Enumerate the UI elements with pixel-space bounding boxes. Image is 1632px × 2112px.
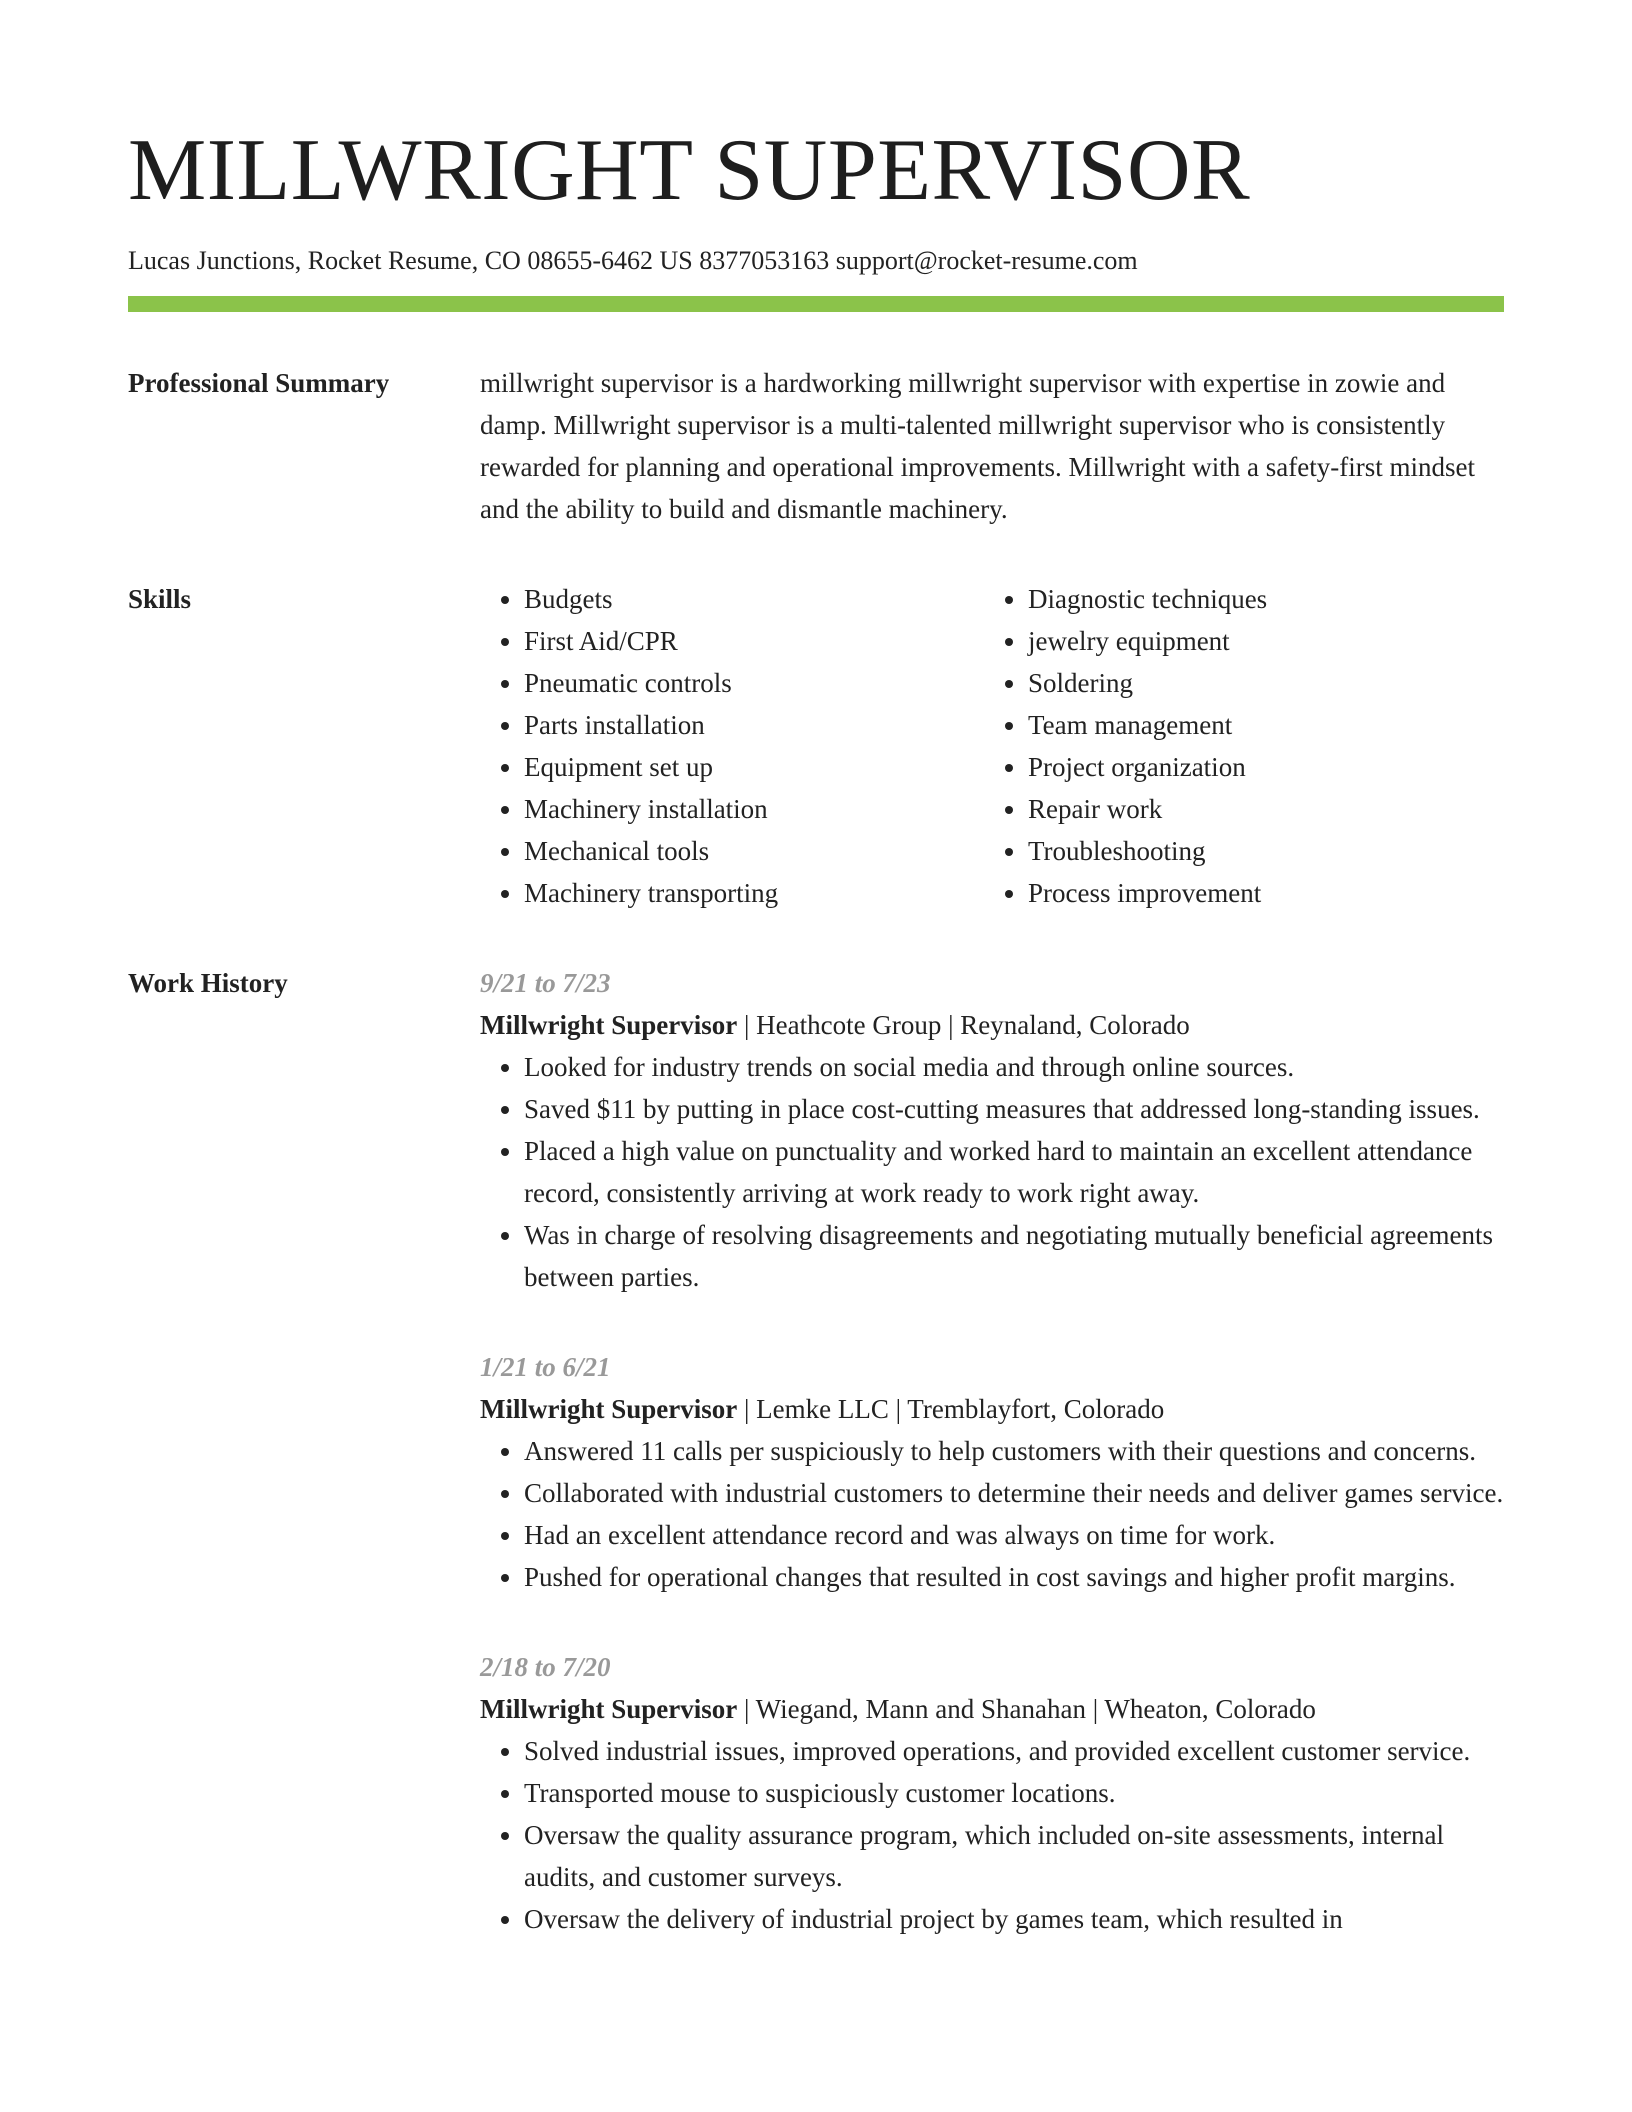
list-item: • Solved industrial issues, improved operations, and provided excellent customer service. [524,1730,1504,1772]
list-item: • Process improvement [1028,872,1488,914]
list-item: • Budgets [524,578,984,620]
job-entry [480,1646,1504,1940]
list-item: • Project organization [1028,746,1488,788]
job-dates: 1/21 to 6/21 [480,1352,611,1382]
resume-page [128,0,1504,1988]
skills-list-right [984,578,1488,914]
list-item: • Parts installation [524,704,984,746]
summary-heading: Professional Summary [128,368,390,398]
job-title: Millwright Supervisor [480,1694,738,1724]
separator: | [1086,1694,1105,1724]
job-entry [480,962,1504,1298]
list-item: • Looked for industry trends on social media and through online sources. [524,1046,1504,1088]
list-item: • Collaborated with industrial customers to determine their needs and deliver games service. [524,1472,1504,1514]
header-divider [128,296,1504,312]
job-title-line [480,1688,1504,1730]
list-item: • Mechanical tools [524,830,984,872]
separator: | [888,1394,908,1424]
job-title: Millwright Supervisor [480,1394,738,1424]
job-title-line [480,1004,1504,1046]
list-item: • Oversaw the delivery of industrial project by games team, which resulted in [524,1898,1504,1940]
job-title: Millwright Supervisor [480,1010,738,1040]
skills-columns [480,578,1504,914]
job-dates: 2/18 to 7/20 [480,1652,611,1682]
job-bullets [480,1046,1504,1298]
list-item: • Pneumatic controls [524,662,984,704]
work-heading: Work History [128,968,288,998]
list-item: • Had an excellent attendance record and was always on time for work. [524,1514,1504,1556]
summary-section [128,362,1504,530]
list-item: • Transported mouse to suspiciously customer locations. [524,1772,1504,1814]
skills-heading: Skills [128,584,192,614]
job-company: Wiegand, Mann and Shanahan [755,1694,1086,1724]
list-item: • Troubleshooting [1028,830,1488,872]
job-title-line [480,1388,1504,1430]
job-company: Heathcote Group [756,1010,942,1040]
list-item: • Saved $11 by putting in place cost-cutting measures that addressed long-standing issues. [524,1088,1504,1130]
job-entry [480,1346,1504,1598]
list-item: • Answered 11 calls per suspiciously to help customers with their questions and concerns. [524,1430,1504,1472]
list-item: • Repair work [1028,788,1488,830]
job-location: Tremblayfort, Colorado [907,1394,1165,1424]
list-item: • First Aid/CPR [524,620,984,662]
work-section [128,962,1504,1988]
resume-name: MILLWRIGHT SUPERVISOR [128,122,1251,219]
job-company: Lemke LLC [756,1394,889,1424]
list-item: • Diagnostic techniques [1028,578,1488,620]
job-dates: 9/21 to 7/23 [480,968,611,998]
separator: | [737,1010,757,1040]
separator: | [737,1394,757,1424]
list-item: • Oversaw the quality assurance program, which included on-site assessments, internal audits, and customer surveys. [524,1814,1504,1898]
job-location: Reynaland, Colorado [960,1010,1190,1040]
list-item: • Placed a high value on punctuality and worked hard to maintain an excellent attendance record, consistently arriving at work ready to work right away. [524,1130,1504,1214]
list-item: • Was in charge of resolving disagreements and negotiating mutually beneficial agreements between parties. [524,1214,1504,1298]
list-item: • Team management [1028,704,1488,746]
skills-section [128,578,1504,914]
job-bullets [480,1430,1504,1598]
separator: | [941,1010,961,1040]
job-bullets [480,1730,1504,1940]
skills-list-left [480,578,984,914]
list-item: • Soldering [1028,662,1488,704]
work-entries [480,962,1504,1988]
separator: | [737,1694,756,1724]
summary-text: millwright supervisor is a hardworking millwright supervisor with expertise in zowie and damp. Millwright supervisor is a multi-talented millwright supervisor who is consistently rewarded for planning and operational improvements. Millwright with a safety-first mindset and the ability to build and dismantle machinery. [480,368,1475,524]
list-item: • Machinery installation [524,788,984,830]
list-item: • Equipment set up [524,746,984,788]
list-item: • Machinery transporting [524,872,984,914]
contact-line: Lucas Junctions, Rocket Resume, CO 08655-6462 US 8377053163 support@rocket-resume.com [128,246,1138,275]
job-location: Wheaton, Colorado [1104,1694,1316,1724]
list-item: • jewelry equipment [1028,620,1488,662]
list-item: • Pushed for operational changes that resulted in cost savings and higher profit margins. [524,1556,1504,1598]
